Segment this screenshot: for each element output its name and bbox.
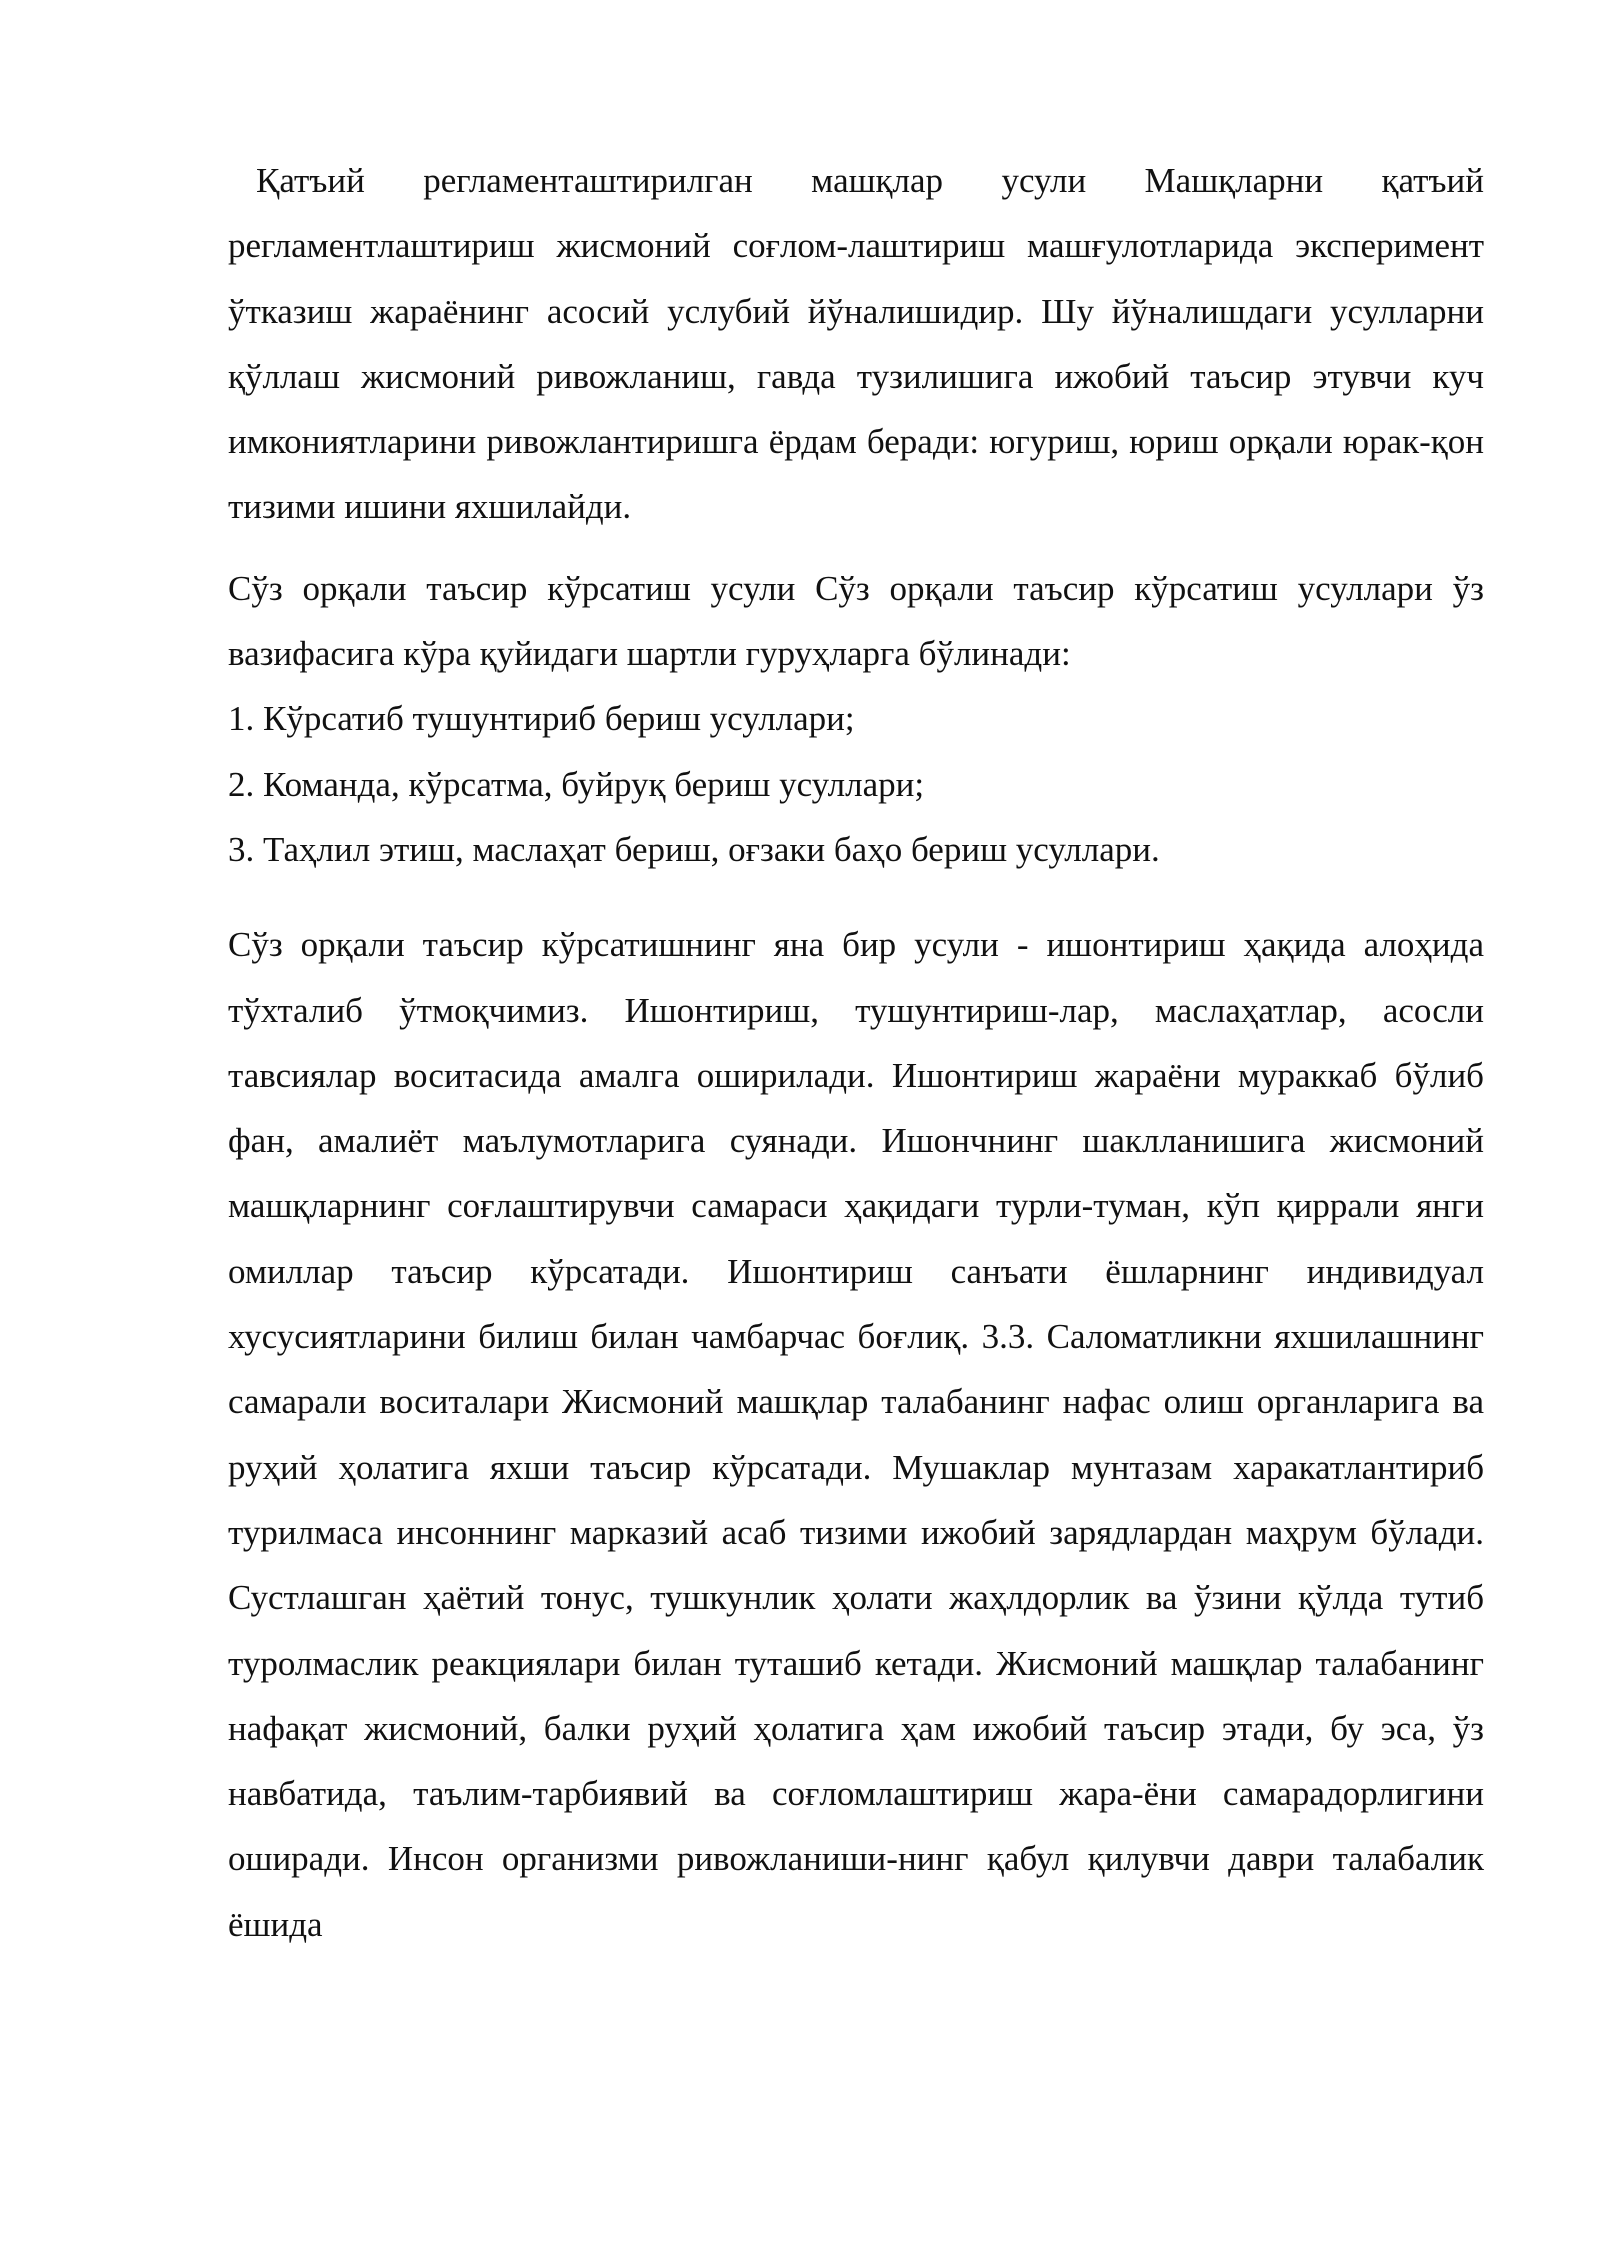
list-item-3: 3. Таҳлил этиш, маслаҳат бериш, оғзаки баҳо бериш усуллари.: [228, 829, 1160, 869]
paragraph-verbal-influence: Сўз орқали таъсир кўрсатиш усули Сўз орқали таъсир кўрсатиш усуллари ўз вазифасига кўра қуйидаги шартли гуруҳларга бўлинади:: [228, 568, 1484, 674]
document-body: [228, 148, 1484, 1957]
list-item-2: 2. Команда, кўрсатма, буйруқ бериш усуллари;: [228, 764, 925, 804]
paragraph-regulated-exercises: Қатъий регламенташтирилган машқлар усули Машқларни қатъий регламентлаштириш жисмоний сoғлом-лаштириш машғулотларида эксперимент ўтказиш жараёнинг асосий услубий йўналишидир. Шу йўналишдаги усулларни қўллаш жисмоний ривожланиш, гавда тузилишига ижобий таъсир этувчи куч имкониятларини ривожлантиришга ёрдам беради: югуриш, юриш орқали юрак-қон тизими ишини яхшилайди.: [228, 161, 1484, 527]
list-item-1: 1. Кўрсатиб тушунтириб бериш усуллари;: [228, 699, 855, 739]
paragraph-persuasion: Сўз орқали таъсир кўрсатишнинг яна бир усули - ишонтириш ҳақида алоҳида тўхталиб ўтмоқчимиз. Ишонтириш, тушунтириш-лар, маслаҳатлар, асосли тавсиялар воситасида амалга оширилади. Ишонтириш жараёни мураккаб бўлиб фан, амалиёт маълумотларига суянади. Ишончнинг шаклланишига жисмоний машқларнинг соғлаштирувчи самараси ҳақидаги турли-туман, кўп қиррали янги омиллар таъсир кўрсатади. Ишонтириш санъати ёшларнинг индивидуал хусусиятларини билиш билан чамбарчас боғлиқ. 3.3. Саломатликни яхшилашнинг самарали воситалари Жисмоний машқлар талабанинг нафас олиш органларига ва руҳий ҳолатига яхши таъсир кўрсатади. Мушаклар мунтазам харакатлантириб турилмаса инсоннинг марказий асаб тизими ижобий зарядлардан маҳрум бўлади. Сустлашган ҳаётий тонус, тушкунлик ҳолати жаҳлдорлик ва ўзини қўлда тутиб туролмаслик реакциялари билан туташиб кетади. Жисмоний машқлар талабанинг нафақат жисмоний, балки руҳий ҳолатига ҳам ижобий таъсир этади, бу эса, ўз навбатида, таълим-тарбиявий ва соғломлаштириш жара-ёни самарадорлигини оширади. Инсон организми ривожланиши-нинг қабул қилувчи даври талабалик ёшида: [228, 925, 1484, 1944]
